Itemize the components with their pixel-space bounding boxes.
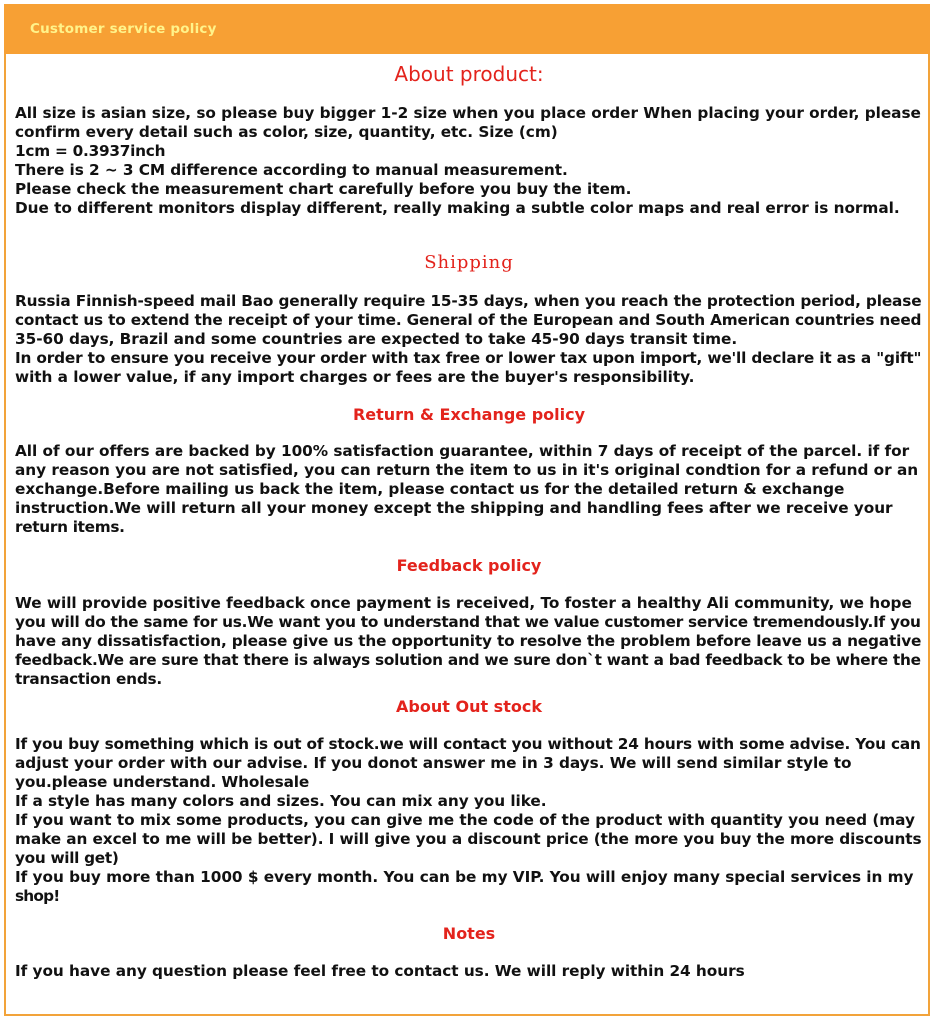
feedback-policy-line: transaction ends. <box>15 670 162 688</box>
return-policy-line: All of our offers are backed by 100% satisfaction guarantee, within 7 days of receipt of the parcel. if for <box>15 442 910 460</box>
out-stock-heading: About Out stock <box>396 697 542 716</box>
notes-heading: Notes <box>442 924 496 943</box>
about-product-line: 1cm = 0.3937inch <box>15 142 166 160</box>
shipping-line: In order to ensure you receive your order with tax free or lower tax upon import, we'll declare it as a "gift" <box>15 349 922 367</box>
feedback-policy-line: feedback.We are sure that there is always solution and we sure don`t want a bad feedback to be where the <box>15 651 921 669</box>
shipping-line: 35-60 days, Brazil and some countries are expected to take 45-90 days transit time. <box>15 330 738 348</box>
about-product-line: confirm every detail such as color, size, quantity, etc. Size (cm) <box>15 123 558 141</box>
shipping-text <box>15 292 925 387</box>
shipping-line: contact us to extend the receipt of your time. General of the European and South American countries need <box>15 311 922 329</box>
out-stock-line: If a style has many colors and sizes. You can mix any you like. <box>15 792 547 810</box>
about-product-text <box>15 104 925 218</box>
about-product-line: Please check the measurement chart carefully before you buy the item. <box>15 180 632 198</box>
return-policy-line: any reason you are not satisfied, you can return the item to us in it's original condtion for a refund or an <box>15 461 919 479</box>
feedback-policy-heading: Feedback policy <box>396 556 542 575</box>
policy-header-bar <box>4 4 930 54</box>
out-stock-line: If you want to mix some products, you can give me the code of the product with quantity you need (may <box>15 811 915 829</box>
out-stock-line: make an excel to me will be better). I will give you a discount price (the more you buy the more discounts <box>15 830 922 848</box>
about-product-line: Due to different monitors display different, really making a subtle color maps and real error is normal. <box>15 199 900 217</box>
feedback-policy-line: you will do the same for us.We want you to understand that we value customer service tremendously.If you <box>15 613 921 631</box>
out-stock-line: adjust your order with our advise. If you donot answer me in 3 days. We will send similar style to <box>15 754 852 772</box>
out-stock-line: If you buy something which is out of stock.we will contact you without 24 hours with some advise. You can <box>15 735 921 753</box>
out-stock-line: you will get) <box>15 849 119 867</box>
out-stock-line: shop! <box>15 887 60 905</box>
out-stock-line: If you buy more than 1000 $ every month. You can be my VIP. You will enjoy many special services in my <box>15 868 914 886</box>
out-stock-line: you.please understand. Wholesale <box>15 773 310 791</box>
notes-line: If you have any question please feel free to contact us. We will reply within 24 hours <box>15 962 745 980</box>
feedback-policy-line: We will provide positive feedback once payment is received, To foster a healthy Ali community, we hope <box>15 594 912 612</box>
return-policy-line: instruction.We will return all your money except the shipping and handling fees after we receive your <box>15 499 893 517</box>
about-product-line: There is 2 ~ 3 CM difference according to manual measurement. <box>15 161 568 179</box>
out-stock-text <box>15 735 925 906</box>
feedback-policy-text <box>15 594 925 689</box>
return-policy-line: exchange.Before mailing us back the item, please contact us for the detailed return & exchange <box>15 480 845 498</box>
about-product-line: All size is asian size, so please buy bigger 1-2 size when you place order When placing your order, please <box>15 104 921 122</box>
return-policy-text <box>15 442 925 537</box>
feedback-policy-line: have any dissatisfaction, please give us the opportunity to resolve the problem before leave us a negative <box>15 632 922 650</box>
return-policy-line: return items. <box>15 518 125 536</box>
shipping-line: Russia Finnish-speed mail Bao generally require 15-35 days, when you reach the protection period, please <box>15 292 922 310</box>
return-policy-heading: Return & Exchange policy <box>352 405 586 424</box>
shipping-heading: Shipping <box>424 252 514 273</box>
about-product-heading: About product: <box>394 62 544 86</box>
shipping-line: with a lower value, if any import charges or fees are the buyer's responsibility. <box>15 368 695 386</box>
policy-header-title: Customer service policy <box>30 21 217 37</box>
notes-text <box>15 962 925 981</box>
